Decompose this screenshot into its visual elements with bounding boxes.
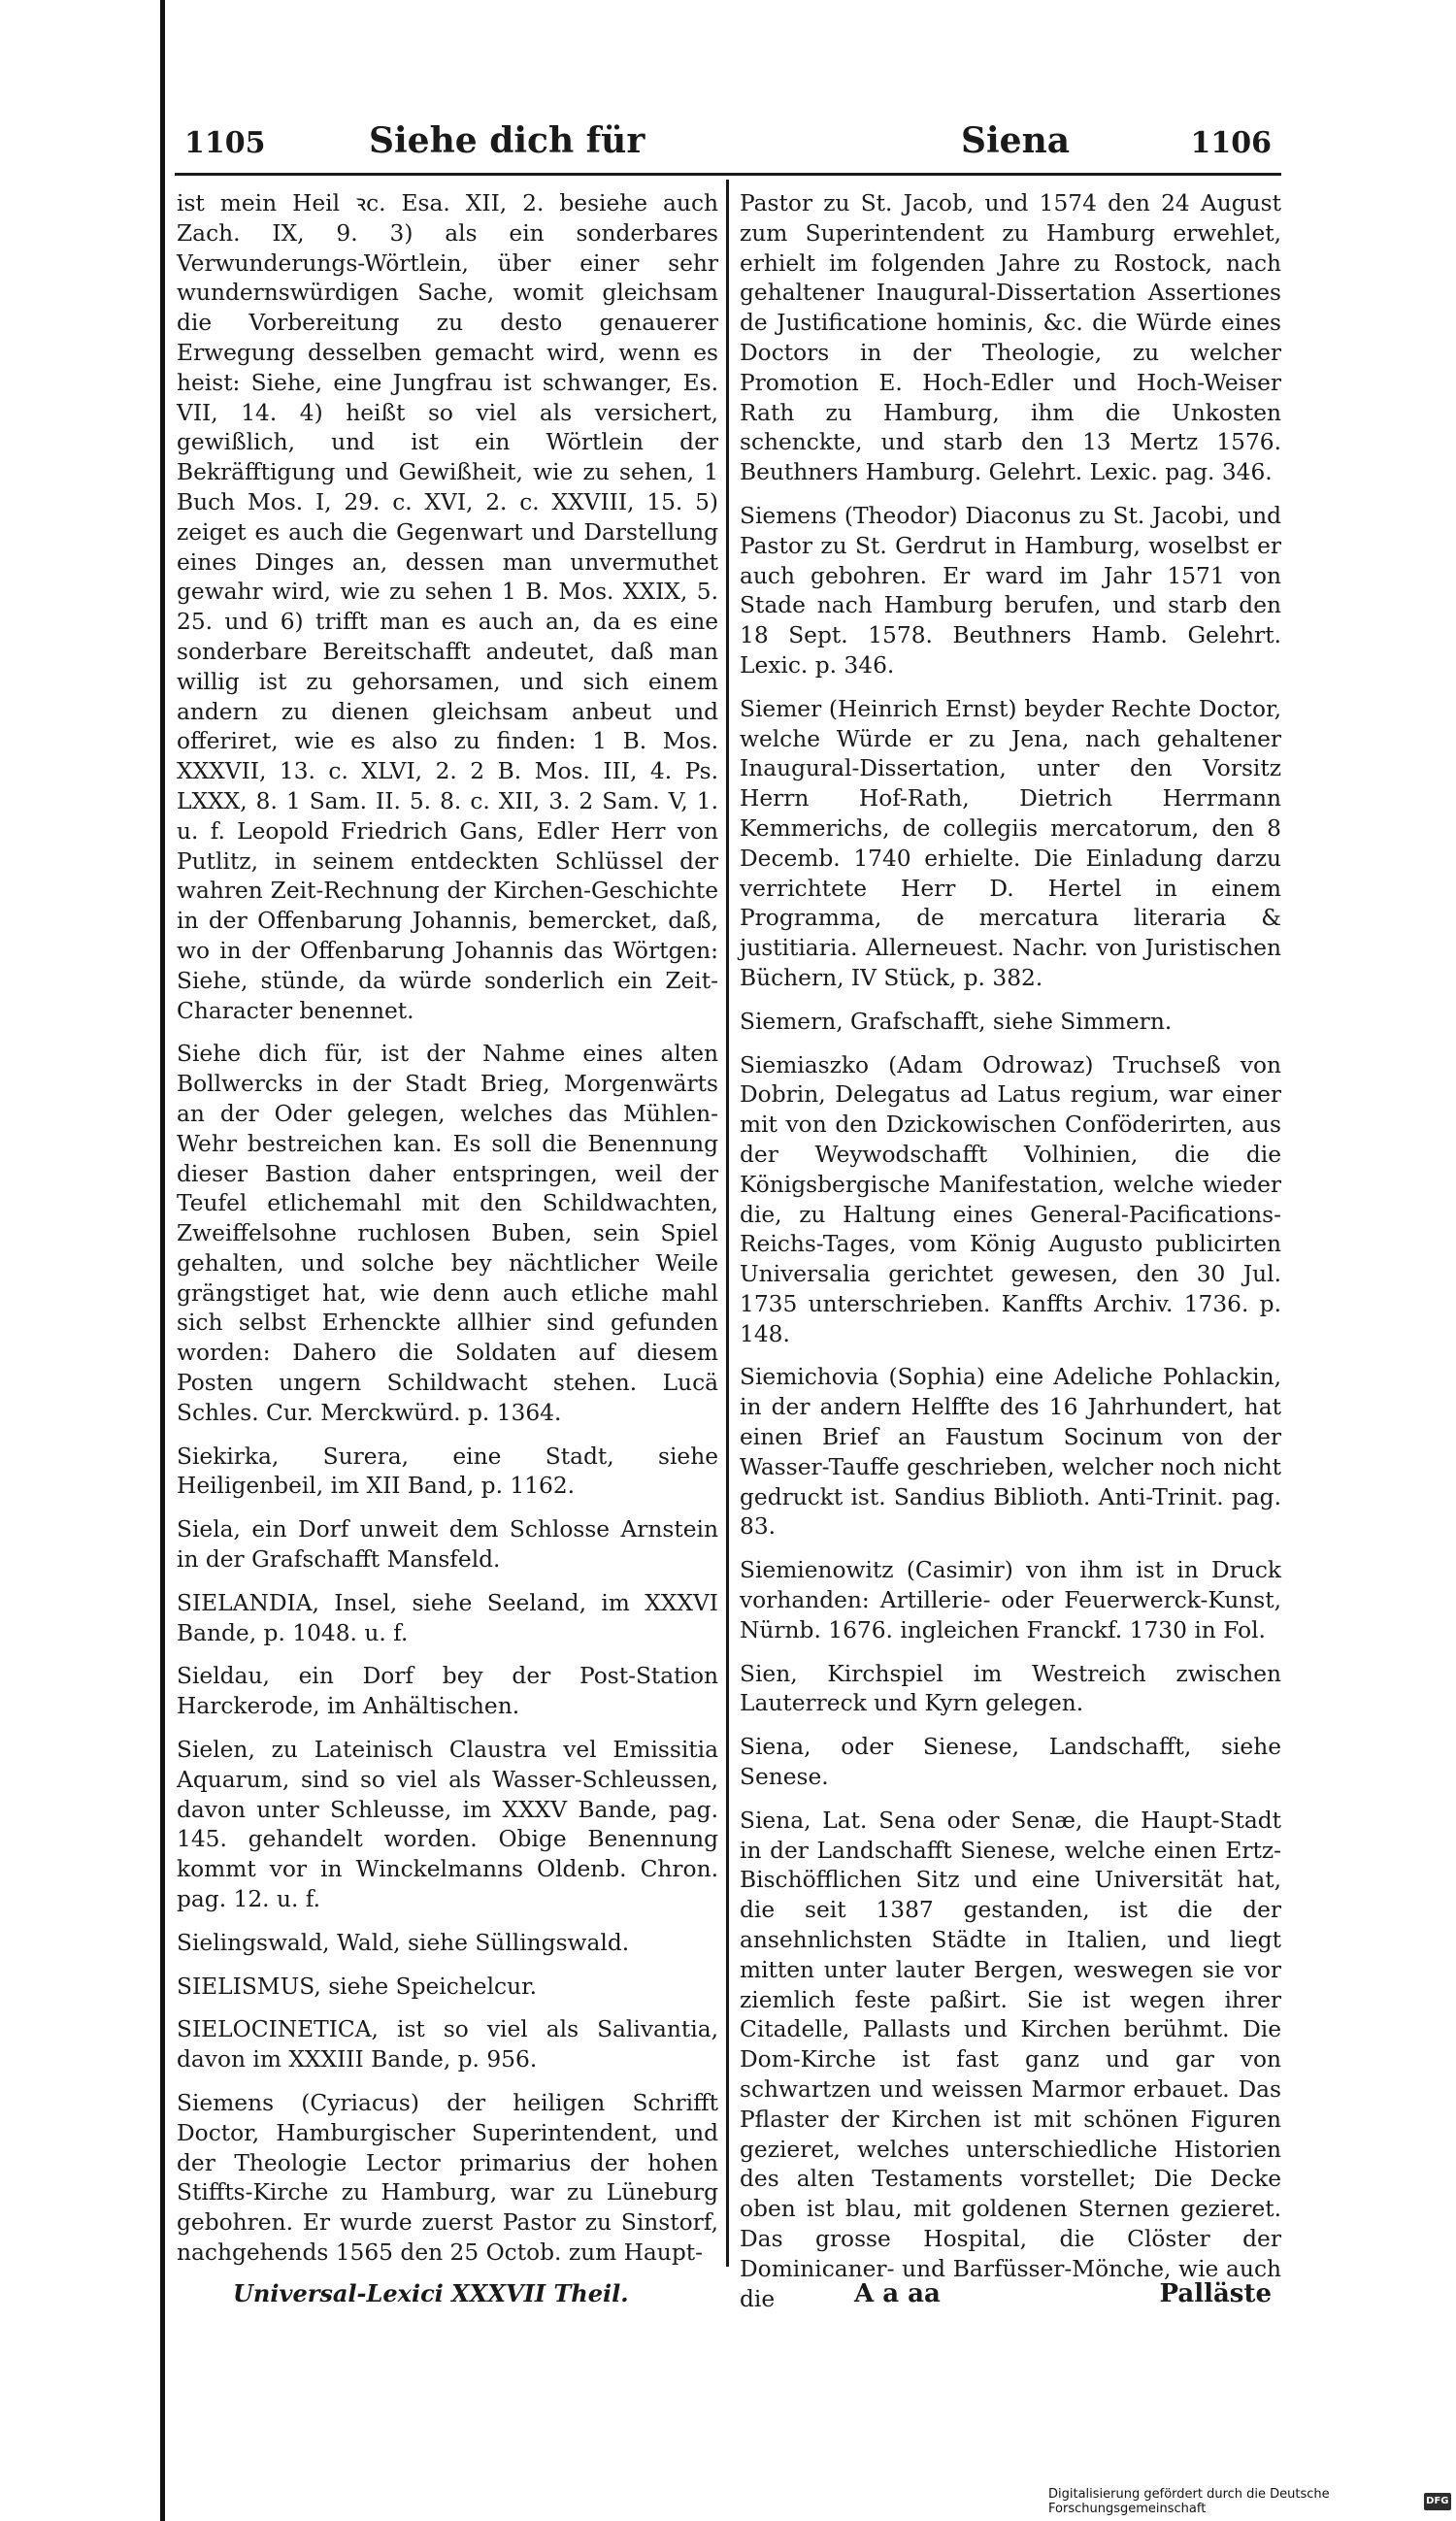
running-head-right: Siena: [961, 120, 1071, 161]
entry-paragraph: Siehe dich für, ist der Nahme eines alten Bollwercks in der Stadt Brieg, Morgenwärts an der Oder gelegen, welches das Mühlen-Wehr bestreichen kan. Es soll die Benennung dieser Bastion daher entspringen, weil der Teufel etlichemahl mit den Schildwachten, Zweiffelsohne ruchlosen Buben, sein Spiel gehalten, und solche bey nächtlicher Weile grängstiget hat, wie denn auch etliche mahl sich selbst Erhenckte allhier sind gefunden worden: Dahero die Soldaten auf diesem Posten ungern Schildwacht stehen. Lucä Schles. Cur. Merckwürd. p. 1364.: [177, 1041, 718, 1426]
entry-paragraph: Siemienowitz (Casimir) von ihm ist in Druck vorhanden: Artillerie- oder Feuerwerck-Kunst, Nürnb. 1676. ingleichen Franckf. 1730 in Fol.: [740, 1557, 1281, 1643]
running-head-left: Siehe dich für: [369, 120, 645, 161]
entry-paragraph: Sielen, zu Lateinisch Claustra vel Emissitia Aquarum, sind so viel als Wasser-Schleussen, davon unter Schleusse, im XXXV Bande, pag. 145. gehandelt worden. Obige Benennung kommt vor in Winckelmanns Oldenb. Chron. pag. 12. u. f.: [177, 1737, 718, 1913]
entry-paragraph: Siena, oder Sienese, Landschafft, siehe Senese.: [740, 1734, 1281, 1791]
left-column: [177, 189, 718, 2282]
entry-paragraph: Siela, ein Dorf unweit dem Schlosse Arnstein in der Grafschafft Mansfeld.: [177, 1516, 718, 1574]
entry-paragraph: Siemens (Theodor) Diaconus zu St. Jacobi, und Pastor zu St. Gerdrut in Hamburg, woselbst er auch gebohren. Er ward im Jahr 1571 von Stade nach Hamburg berufen, und starb den 18 Sept. 1578. Beuthners Hamb. Gelehrt. Lexic. p. 346.: [740, 502, 1281, 679]
entry-paragraph: Sielingswald, Wald, siehe Süllingswald.: [177, 1929, 630, 1956]
entry-paragraph: Pastor zu St. Jacob, und 1574 den 24 August zum Superintendent zu Hamburg erwehlet, erhielt im folgenden Jahre zu Rostock, nach gehaltener Inaugural-Dissertation Assertiones de Justificatione hominis, &c. die Würde eines Doctors in der Theologie, zu welcher Promotion E. Hoch-Edler und Hoch-Weiser Rath zu Hamburg, ihm die Unkosten schenckte, und starb den 13 Mertz 1576. Beuthners Hamburg. Gelehrt. Lexic. pag. 346.: [740, 190, 1281, 486]
entry-paragraph: Sien, Kirchspiel im Westreich zwischen Lauterreck und Kyrn gelegen.: [740, 1660, 1281, 1717]
page-header: [175, 116, 1281, 175]
entry-paragraph: Siemens (Cyriacus) der heiligen Schrifft Doctor, Hamburgischer Superintendent, und der Theologie Lector primarius der hohen Stiffts-Kirche zu Hamburg, war zu Lüneburg gebohren. Er wurde zuerst Pastor zu Sinstorf, nachgehends 1565 den 25 Octob. zum Haupt-: [177, 2090, 718, 2266]
dfg-logo-icon: DFG: [1424, 2493, 1451, 2510]
scan-left-margin: [0, 0, 165, 2521]
entry-paragraph: Siemer (Heinrich Ernst) beyder Rechte Doctor, welche Würde er zu Jena, nach gehaltener Inaugural-Dissertation, unter den Vorsitz Herrn Hof-Rath, Dietrich Herrmann Kemmerichs, de collegiis mercatorum, den 8 Decemb. 1740 erhielte. Die Einladung darzu verrichtete Herr D. Hertel in einem Programma, de mercatura literaria & justitiaria. Allerneuest. Nachr. von Juristischen Büchern, IV Stück, p. 382.: [740, 695, 1281, 991]
right-column: [740, 189, 1281, 2328]
entry-paragraph: SIELOCINETICA, ist so viel als Salivantia, davon im XXXIII Bande, p. 956.: [177, 2016, 718, 2073]
page-number-right: 1106: [1190, 126, 1272, 160]
page: [175, 116, 1281, 2378]
entry-paragraph: SIELANDIA, Insel, siehe Seeland, im XXXVI Bande, p. 1048. u. f.: [177, 1589, 718, 1646]
page-footer: [175, 2279, 1281, 2328]
signature-mark: A a aa: [854, 2279, 941, 2308]
entry-paragraph: ist mein Heil ꝛc. Esa. XII, 2. besiehe auch Zach. IX, 9. 3) als ein sonderbares Verwunderungs-Wörtlein, über einer sehr wundernswürdigen Sache, womit gleichsam die Vorbereitung zu desto genauerer Erwegung desselben gemacht wird, wenn es heist: Siehe, eine Jungfrau ist schwanger, Es. VII, 14. 4) heißt so viel als versichert, gewißlich, und ist ein Wörtlein der Bekräfftigung und Gewißheit, wie zu sehen, 1 Buch Mos. I, 29. c. XVI, 2. c. XXVIII, 15. 5) zeiget es auch die Gegenwart und Darstellung eines Dinges an, dessen man unvermuthet gewahr wird, wie zu sehen 1 B. Mos. XXIX, 5. 25. und 6) trifft man es auch an, da es eine sonderbare Bereitschafft andeutet, daß man willig ist zu gehorsamen, und sich einem andern zu dienen gleichsam anbeut und offeriret, wie es also zu finden: 1 B. Mos. XXXVII, 13. c. XLVI, 2. 2 B. Mos. III, 4. Ps. LXXX, 8. 1 Sam. II. 5. 8. c. XII, 3. 2 Sam. V, 1. u. f. Leopold Friedrich Gans, Edler Herr von Putlitz, in seinem entdeckten Schlüssel der wahren Zeit-Rechnung der Kirchen-Geschichte in der Offenbarung Johannis, bemercket, daß, wo in der Offenbarung Johannis das Wörtgen: Siehe, stünde, da würde sonderlich ein Zeit-Character benennet.: [177, 190, 718, 1024]
entry-paragraph: Siemichovia (Sophia) eine Adeliche Pohlackin, in der andern Helffte des 16 Jahrhundert, hat einen Brief an Faustum Socinum von der Wasser-Tauffe geschrieben, welcher noch nicht gedruckt ist. Sandius Biblioth. Anti-Trinit. pag. 83.: [740, 1364, 1281, 1541]
signature-line: Universal-Lexici XXXVII Theil.: [233, 2279, 629, 2307]
entry-paragraph: SIELISMUS, siehe Speichelcur.: [177, 1973, 538, 2000]
credit-text: Digitalisierung gefördert durch die Deutsche Forschungsgemeinschaft: [1048, 2487, 1330, 2516]
header-rule: [175, 173, 1281, 176]
entry-paragraph: Siemern, Grafschafft, siehe Simmern.: [740, 1008, 1173, 1035]
entry-paragraph: Siemiaszko (Adam Odrowaz) Truchseß von Dobrin, Delegatus ad Latus regium, war einer mit von den Dzickowischen Conföderirten, aus der Weywodschafft Volhinien, die die Königsbergische Manifestation, welche wieder die, zu Haltung eines General-Pacifications-Reichs-Tages, vom König Augusto publicirten Universalia gerichtet gewesen, den 30 Jul. 1735 unterschrieben. Kanffts Archiv. 1736. p. 148.: [740, 1051, 1281, 1347]
entry-paragraph: Siena, Lat. Sena oder Senæ, die Haupt-Stadt in der Landschafft Sienese, welche einen Ertz-Bischöfflichen Sitz und eine Universität hat, die seit 1387 gestanden, ist die der ansehnlichsten Städte in Italien, und liegt mitten unter lauter Bergen, weswegen sie vor ziemlich feste paßirt. Sie ist wegen ihrer Citadelle, Pallasts und Kirchen berühmt. Die Dom-Kirche ist fast ganz und gar von schwartzen und weissen Marmor erbauet. Das Pflaster der Kirchen ist mit schönen Figuren gezieret, welches unterschiedliche Historien des alten Testaments vorstellet; Die Decke oben ist blau, mit goldenen Sternen gezieret. Das grosse Hospital, die Clöster der Dominicaner- und Barfüsser-Mönche, wie auch die: [740, 1807, 1281, 2312]
entry-paragraph: Siekirka, Surera, eine Stadt, siehe Heiligenbeil, im XII Band, p. 1162.: [177, 1443, 718, 1500]
catchword: Palläste: [1159, 2279, 1272, 2308]
entry-paragraph: Sieldau, ein Dorf bey der Post-Station Harckerode, im Anhältischen.: [177, 1663, 718, 1720]
page-number-left: 1105: [184, 126, 266, 160]
digitization-credit: [1048, 2487, 1451, 2516]
column-divider: [726, 180, 729, 2267]
scan-edge-rule: [160, 0, 165, 2521]
